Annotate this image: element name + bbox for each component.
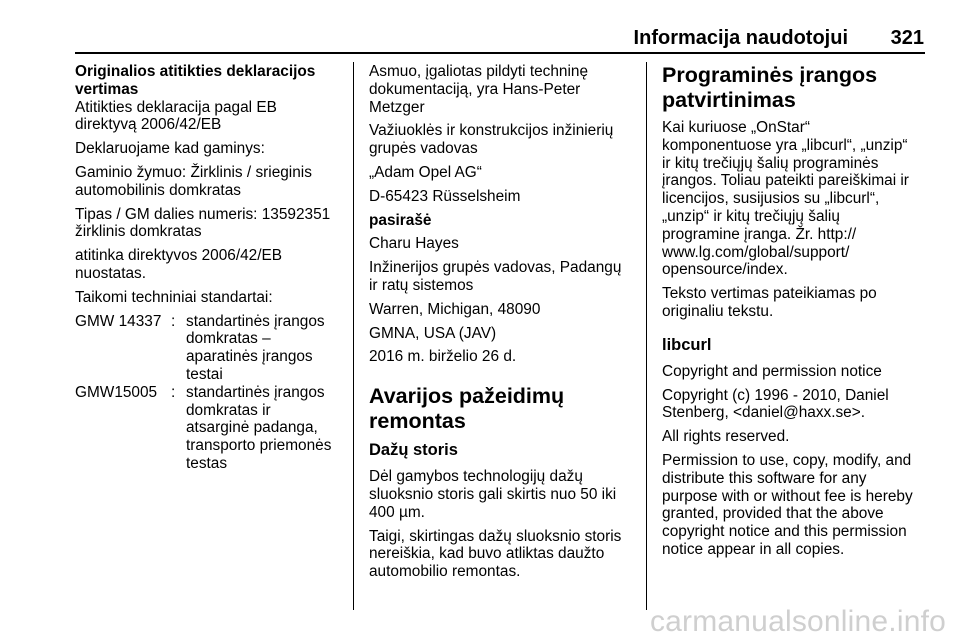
header-divider [75, 52, 925, 54]
paragraph: 2016 m. birželio 26 d. [369, 348, 517, 366]
paragraph: Warren, Michigan, 48090 [369, 300, 541, 318]
standard-colon: : [171, 383, 176, 401]
paragraph: Deklaruojame kad gaminys: [75, 140, 265, 158]
paragraph: atitinka direktyvos 2006/42/EB nuostatas. [75, 247, 283, 282]
standard-code: GMW 14337 [75, 312, 162, 330]
paragraph: „Adam Opel AG“ [369, 163, 482, 181]
column-1 [75, 63, 341, 473]
column-divider-2 [646, 62, 647, 610]
paragraph: Taigi, skirtingas dažų sluoksnio storis nereiškia, kad buvo atliktas daužto automobilio remontas. [369, 527, 622, 581]
paragraph: Copyright (c) 1996 - 2010, Daniel Stenberg, <daniel@haxx.se>. [662, 386, 889, 422]
subheading: libcurl [662, 335, 712, 354]
section-heading: Avarijos pažeidimų remontas [369, 384, 565, 434]
paragraph: Gaminio žymuo: Žirklinis / srieginis automobilinis domkratas [75, 163, 312, 199]
paragraph: GMNA, USA (JAV) [369, 324, 497, 342]
paragraph: Charu Hayes [369, 235, 459, 253]
column-divider-1 [353, 62, 354, 610]
section-heading: Programinės įrangos patvirtinimas [662, 63, 878, 112]
paragraph: Dėl gamybos technologijų dažų sluoksnio storis gali skirtis nuo 50 iki 400 µm. [369, 468, 617, 521]
paragraph: D-65423 Rüsselsheim [369, 187, 521, 205]
standard-description: standartinės įrangos domkratas – aparatinės įrangos testai [186, 312, 325, 383]
paragraph: Atitikties deklaracija pagal EB direktyvą 2006/42/EB [75, 98, 277, 134]
paragraph: Copyright and permission notice [662, 362, 882, 380]
standard-description: standartinės įrangos domkratas ir atsarginė padanga, transporto priemonės testas [186, 383, 332, 472]
paragraph: Taikomi techniniai standartai: [75, 288, 273, 306]
paragraph: Permission to use, copy, modify, and distribute this software for any purpose with or without fee is hereby granted, provided that the above copyright notice and this permission notice appear in all copies. [662, 451, 913, 558]
standard-colon: : [171, 312, 176, 330]
page-title: Informacija naudotojui [633, 27, 848, 49]
standard-row [75, 384, 341, 473]
signature-label: pasirašė [369, 211, 432, 229]
paragraph: Inžinerijos grupės vadovas, Padangų ir ratų sistemos [369, 259, 622, 294]
standard-code: GMW15005 [75, 383, 158, 401]
watermark-text: carmanualsonline.info [649, 605, 946, 638]
paragraph: Teksto vertimas pateikiamas po originaliu tekstu. [662, 285, 877, 320]
column-2 [369, 63, 644, 587]
paragraph: Kai kuriuose „OnStar“ komponentuose yra „libcurl“, „unzip“ ir kitų trečiųjų šalių programinės įrangos. Toliau pateikti pareiškimai ir licencijos, susijusios su „libcurl“, „unzip“ ir kitų trečiųjų šalių programine įranga. Žr. http:// www.lg.com/global/support/ opensource/index. [662, 119, 909, 279]
paragraph: Asmuo, įgaliotas pildyti techninę dokumentaciją, yra Hans-Peter Metzger [369, 63, 589, 116]
paragraph: All rights reserved. [662, 428, 790, 446]
declaration-heading: Originalios atitikties deklaracijos vertimas [75, 63, 316, 98]
column-3 [662, 63, 930, 565]
page-header [0, 0, 960, 50]
page-number: 321 [890, 27, 924, 49]
paragraph: Tipas / GM dalies numeris: 13592351 žirklinis domkratas [75, 205, 331, 241]
subheading: Dažų storis [369, 441, 458, 460]
paragraph: Važiuoklės ir konstrukcijos inžinierių grupės vadovas [369, 122, 614, 158]
standard-row [75, 313, 341, 384]
